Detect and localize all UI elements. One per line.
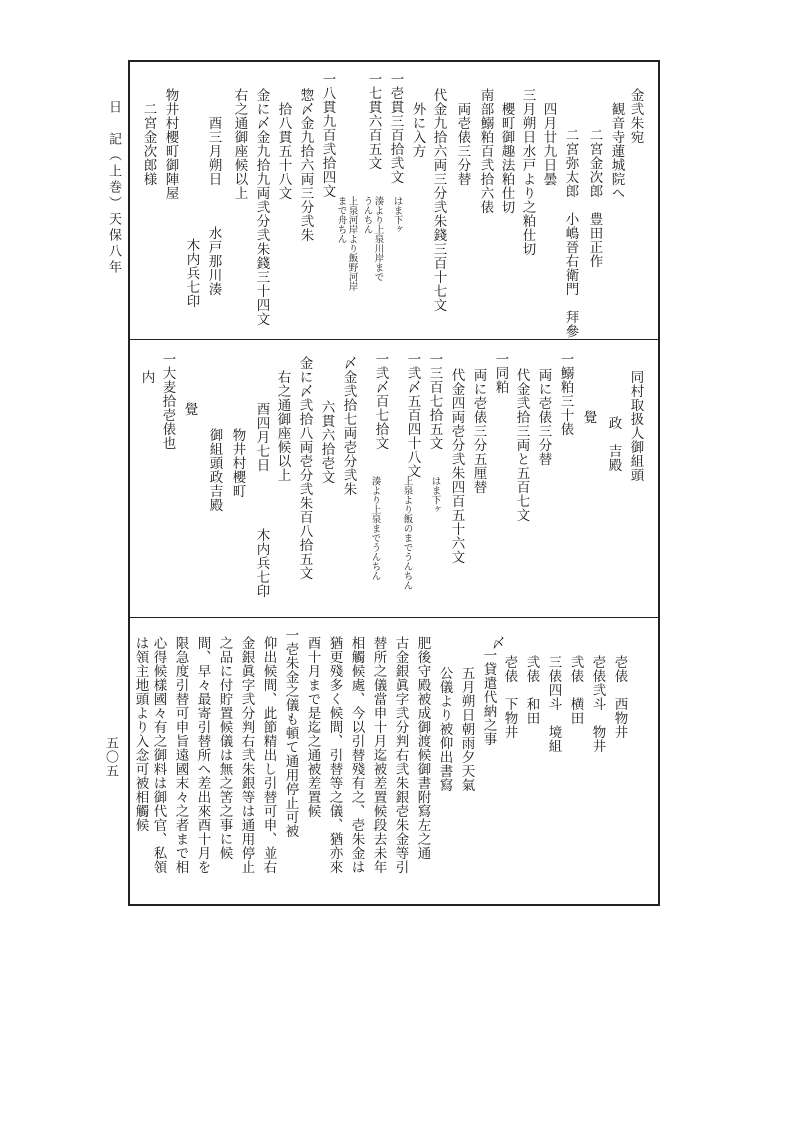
- text-column: 覺: [181, 402, 198, 416]
- text-column: 代金九拾六両三分弐朱錢三百十七文: [430, 88, 447, 312]
- text-column: 壱俵弐斗 物井: [589, 655, 606, 753]
- text-column: 政 吉殿: [605, 416, 622, 472]
- text-column: 限急度引替可申旨遠國末々之者まで相: [172, 636, 189, 874]
- text-column: 御組頭政吉殿: [206, 428, 223, 512]
- text-column: 之品に付貯置候儀は無之筈之事に候: [216, 636, 233, 860]
- text-column: 一壱貫三百拾弐文: [387, 72, 404, 184]
- text-column: 一鰯粕三十俵: [557, 352, 574, 436]
- text-column: 一弐〆百七拾文: [372, 352, 389, 450]
- text-column: 一壱朱金之儀も頓て通用停止可被: [282, 628, 299, 838]
- text-column: 外に入方: [409, 102, 426, 158]
- text-column: 六貫六拾壱文: [318, 400, 335, 484]
- text-column: 間、早々最寄引替所へ差出來酉十月を: [194, 636, 211, 874]
- text-column: 金弐朱宛: [627, 88, 644, 144]
- text-column: 右之通御座候以上: [231, 88, 248, 200]
- text-column: 公儀より被仰出書寫: [436, 666, 453, 792]
- text-column: 酉三月朔日: [205, 116, 222, 186]
- text-column: 心得候樣國々有之御料は御代官、私領: [150, 636, 167, 874]
- text-annotation: はま下ヶ: [391, 196, 403, 234]
- text-column: 一八貫九百弐拾四文: [319, 72, 336, 198]
- text-annotation: まで舟ちん: [335, 196, 347, 244]
- text-column: 一同粕: [492, 352, 509, 394]
- text-column: 同村取扱人御組頭: [627, 370, 644, 482]
- text-column: 水戸那川湊: [205, 226, 222, 296]
- text-column: 内: [138, 370, 155, 384]
- text-column: 代金四両壱分弐朱四百五十六文: [448, 368, 465, 564]
- section-divider-bottom: [128, 617, 660, 618]
- text-column: 壱俵 下物井: [501, 655, 518, 739]
- text-column: 両壱俵三分替: [454, 102, 471, 186]
- text-column: 一貸遣代納之事: [480, 648, 497, 746]
- text-column: 弐俵 横田: [567, 655, 584, 725]
- text-column: 一七貫六百五文: [365, 72, 382, 170]
- page-number: 五〇五: [103, 736, 118, 778]
- text-column: 酉十月まで是迄之通被差置候: [304, 636, 321, 818]
- text-column: 両に壱俵三分五厘替: [470, 368, 487, 494]
- text-column: 南部鰯粕百弐拾六俵: [477, 88, 494, 214]
- text-column: 惣〆金九拾六両三分弐朱: [297, 88, 314, 242]
- text-column: 一弐〆五百四十八文: [404, 352, 421, 478]
- text-column: 二宮金次郎様: [140, 102, 157, 186]
- text-annotation: 湊より上泉までうんちん: [369, 476, 381, 581]
- text-column: 一三百七拾五文: [426, 352, 443, 450]
- text-column: 金に〆弐拾八両壱分弐朱百八拾五文: [296, 356, 313, 580]
- text-column: 金銀眞字弐分判右弐朱銀等は通用停止: [238, 636, 255, 874]
- text-annotation: うんちん: [361, 196, 373, 234]
- text-column: 肥後守殿被成御渡候御書附寫左之通: [414, 636, 431, 860]
- text-column: 壱俵 西物井: [611, 655, 628, 739]
- text-column: は領主地頭より入念可被相觸候: [132, 636, 149, 832]
- text-column: 三月朔日水戸より之粕仕切: [519, 88, 536, 256]
- text-column: 右之通御座候以上: [274, 370, 291, 482]
- text-column: 仰出候間、此節精出し引替可申、並右: [260, 636, 277, 874]
- text-column: 二宮金次郎 豊田正作: [586, 128, 603, 268]
- text-column: 代金弐拾三両と五百七文: [513, 368, 530, 522]
- text-column: 拾八貫五十八文: [275, 102, 292, 200]
- text-column: 金に〆金九拾九両弐分弐朱錢三十四文: [253, 88, 270, 326]
- text-column: 三俵四斗 境組: [545, 655, 562, 753]
- text-column: 物井村櫻町御陣屋: [162, 88, 179, 200]
- text-column: 二宮弥太郎 小嶋晉右衛門 拜參: [562, 128, 579, 338]
- text-column: 木内兵七印: [253, 528, 270, 598]
- text-annotation: はま下ヶ: [429, 476, 441, 514]
- text-annotation: 上泉河岸より飯野河岸: [346, 196, 358, 291]
- text-column: 覺: [580, 410, 597, 424]
- text-column: 弐俵 和田: [523, 655, 540, 725]
- running-head: 日 記（上巻）天保八年: [106, 100, 121, 276]
- text-column: 〆: [488, 636, 505, 650]
- text-column: 古金銀眞字弐分判右弐朱銀壱朱金等引: [392, 636, 409, 874]
- text-column: 物井村櫻町: [229, 428, 246, 498]
- text-annotation: 上泉より飯のまでうんちん: [401, 476, 413, 590]
- text-column: 一大麦拾壱俵也: [159, 352, 176, 450]
- text-column: 木内兵七印: [183, 238, 200, 308]
- text-column: 四月廿九日曇: [540, 102, 557, 186]
- text-column: 〆金弐拾七両壱分弐朱: [340, 356, 357, 496]
- section-divider-top: [128, 339, 660, 340]
- text-column: 観音寺蓮城院へ: [608, 102, 625, 200]
- text-column: 五月朔日朝雨夕天氣: [458, 666, 475, 792]
- text-column: 替所之儀當申十月迄被差置候段去未年: [370, 636, 387, 874]
- text-column: 櫻町御趣法粕仕切: [498, 102, 515, 214]
- text-column: 相觸候處、今以引替殘有之、壱朱金は: [348, 636, 365, 874]
- text-annotation: 湊より上泉川岸まで: [372, 196, 384, 282]
- text-column: 猶更殘多く候間、引替等之儀、猶亦來: [326, 636, 343, 874]
- text-column: 両に壱俵三分替: [535, 368, 552, 466]
- text-column: 酉四月七日: [253, 402, 270, 472]
